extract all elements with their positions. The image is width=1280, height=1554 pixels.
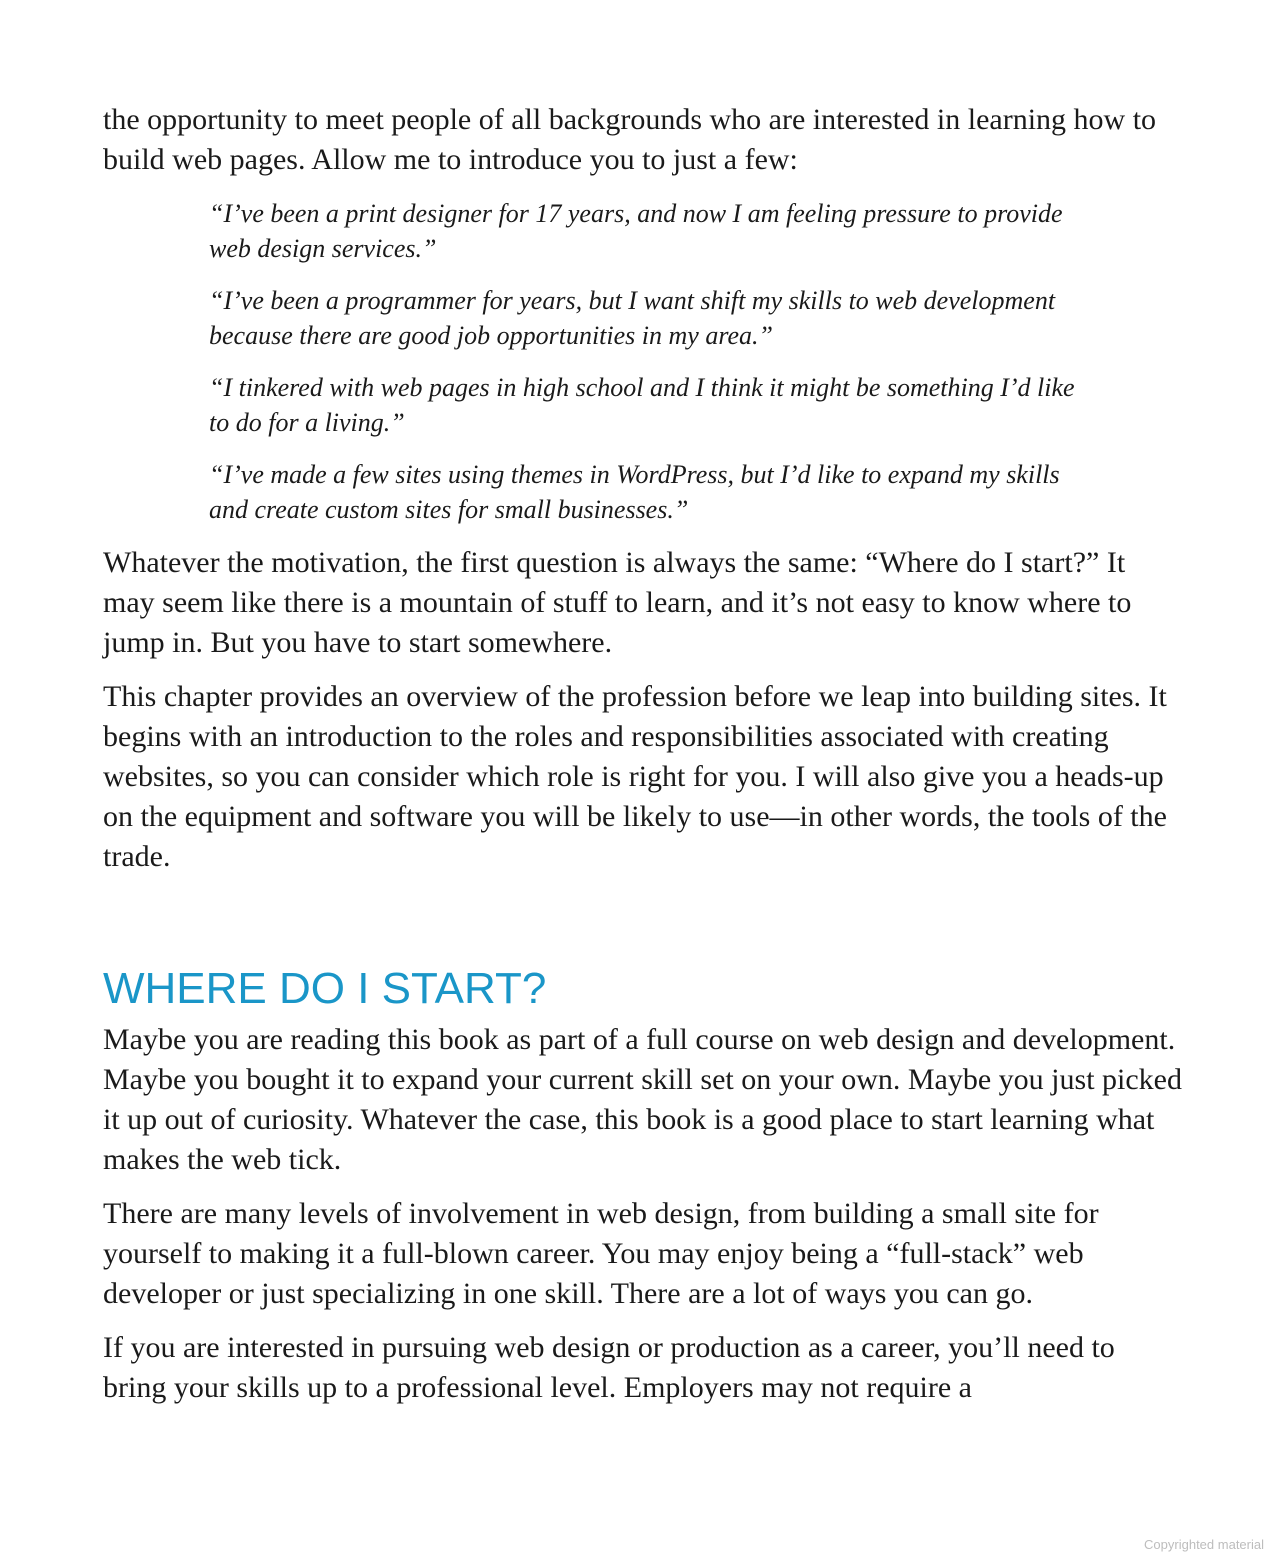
quote-high-school: “I tinkered with web pages in high school and I think it might be something I’d like to do for a living.”	[209, 373, 1075, 437]
book-page	[103, 100, 1183, 1422]
section-paragraph-levels: There are many levels of involvement in web design, from building a small site for yourself to making it a full-blown career. You may enjoy being a “full-stack” web developer or just specializing in one skill. There are a lot of ways you can go.	[103, 1197, 1099, 1310]
quote-programmer: “I’ve been a programmer for years, but I want shift my skills to web development because there are good job opportunities in my area.”	[209, 286, 1056, 350]
quote-print-designer: “I’ve been a print designer for 17 years, and now I am feeling pressure to provide web design services.”	[209, 199, 1063, 263]
motivation-paragraph: Whatever the motivation, the first question is always the same: “Where do I start?” It may seem like there is a mountain of stuff to learn, and it’s not easy to know where to jump in. But you have to start somewhere.	[103, 546, 1132, 659]
section-paragraph-career: If you are interested in pursuing web design or production as a career, you’ll need to bring your skills up to a professional level. Employers may not require a	[103, 1331, 1115, 1404]
section-paragraph-course: Maybe you are reading this book as part of a full course on web design and development. Maybe you bought it to expand your current skill set on your own. Maybe you just picked it up out of curiosity. Whatever the case, this book is a good place to start learning what makes the web tick.	[103, 1023, 1182, 1176]
chapter-overview-paragraph: This chapter provides an overview of the profession before we leap into building sites. It begins with an introduction to the roles and responsibilities associated with creating websites, so you can consider which role is right for you. I will also give you a heads-up on the equipment and software you will be likely to use—in other words, the tools of the trade.	[103, 680, 1167, 873]
intro-paragraph: the opportunity to meet people of all backgrounds who are interested in learning how to build web pages. Allow me to introduce you to just a few:	[103, 103, 1157, 176]
quote-wordpress: “I’ve made a few sites using themes in WordPress, but I’d like to expand my skills and create custom sites for small businesses.”	[209, 460, 1060, 524]
copyright-watermark: Copyrighted material	[1144, 1537, 1264, 1552]
section-heading: WHERE DO I START?	[103, 964, 547, 1013]
quote-block	[209, 196, 1079, 527]
